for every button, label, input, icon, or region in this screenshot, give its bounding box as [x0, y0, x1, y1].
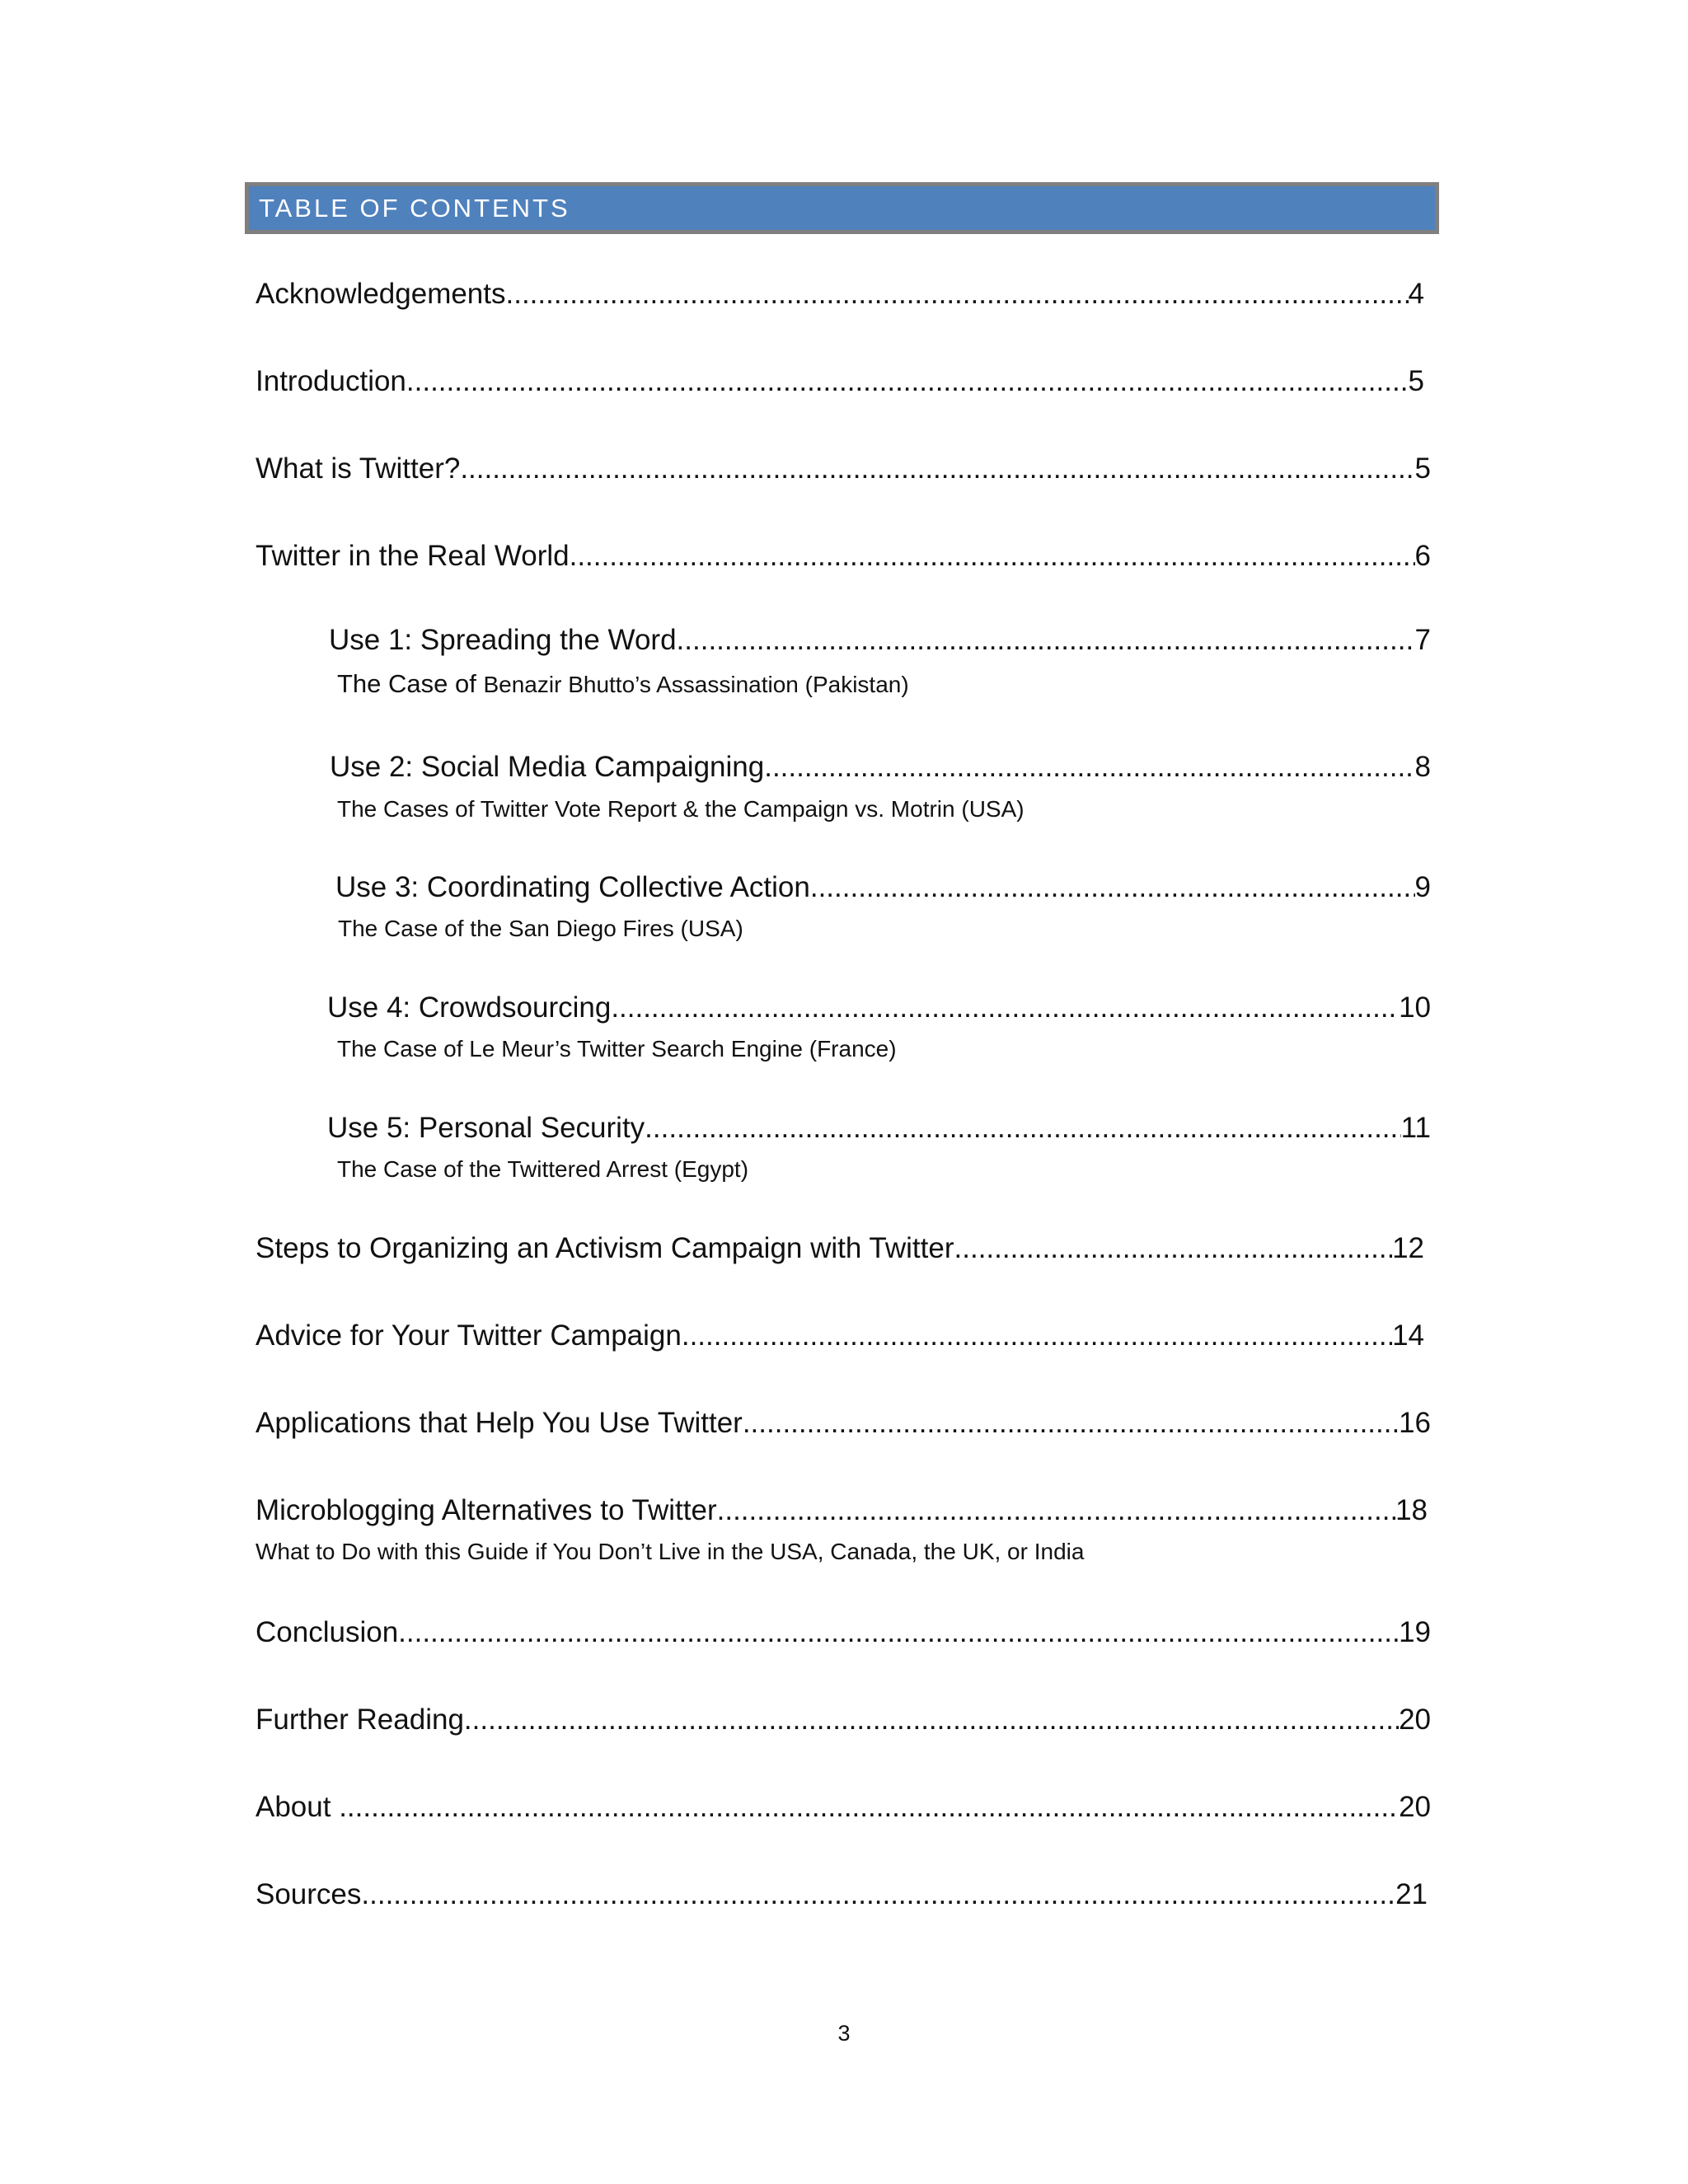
toc-entry-page: 16	[1399, 1407, 1431, 1439]
toc-entry-label: Use 2: Social Media Campaigning	[330, 751, 765, 783]
page-number: 3	[837, 2021, 851, 2046]
dot-leader	[464, 1703, 1399, 1737]
toc-entry-label: Use 4: Crowdsourcing	[327, 991, 612, 1024]
toc-entry-microblogging[interactable]	[256, 1493, 1428, 1528]
toc-case-use5: The Case of the Twittered Arrest (Egypt)	[337, 1156, 749, 1182]
toc-case-use4: The Case of Le Meur’s Twitter Search Engine (France)	[337, 1036, 897, 1062]
toc-entry-conclusion[interactable]	[256, 1615, 1431, 1650]
toc-entry-about[interactable]	[256, 1790, 1431, 1825]
toc-entry-page: 20	[1399, 1791, 1431, 1823]
toc-entry-steps[interactable]	[256, 1231, 1424, 1266]
toc-case-use1	[337, 668, 909, 699]
toc-entry-label: About	[256, 1791, 340, 1823]
dot-leader	[645, 1111, 1400, 1146]
toc-entry-page: 19	[1399, 1616, 1431, 1648]
toc-entry-page: 9	[1414, 871, 1431, 903]
toc-entry-page: 18	[1395, 1494, 1428, 1526]
toc-entry-label: Sources	[256, 1878, 362, 1910]
dot-leader	[361, 1877, 1395, 1912]
toc-entry-label: Use 5: Personal Security	[327, 1112, 645, 1144]
toc-entry-label: Twitter in the Real World	[256, 540, 570, 572]
toc-entry-label: Advice for Your Twitter Campaign	[256, 1319, 682, 1352]
dot-leader	[677, 623, 1415, 658]
dot-leader	[717, 1493, 1395, 1528]
toc-entry-page: 8	[1414, 751, 1431, 783]
toc-entry-acknowledgements[interactable]	[256, 277, 1424, 312]
toc-entry-page: 20	[1399, 1704, 1431, 1736]
toc-sub-microblogging: What to Do with this Guide if You Don’t Live in the USA, Canada, the UK, or India	[256, 1539, 1085, 1564]
toc-entry-label: Microblogging Alternatives to Twitter	[256, 1494, 717, 1526]
case-prefix: The Case of	[337, 669, 484, 698]
toc-entry-page: 11	[1400, 1112, 1431, 1144]
toc-entry-use1[interactable]	[329, 623, 1431, 658]
toc-entry-label: Introduction	[256, 365, 406, 397]
toc-entry-page: 12	[1392, 1232, 1424, 1264]
toc-entry-label: Acknowledgements	[256, 278, 506, 310]
toc-entry-page: 5	[1408, 365, 1424, 397]
toc-title: TABLE OF CONTENTS	[259, 194, 570, 223]
toc-entry-use4[interactable]	[327, 991, 1431, 1025]
toc-entry-further-reading[interactable]	[256, 1703, 1431, 1737]
toc-entry-label: Further Reading	[256, 1704, 464, 1736]
case-rest: Benazir Bhutto’s Assassination (Pakistan)	[483, 672, 909, 697]
dot-leader	[764, 750, 1414, 785]
dot-leader	[954, 1231, 1393, 1266]
dot-leader	[460, 452, 1414, 486]
dot-leader	[406, 364, 1409, 399]
toc-entry-applications[interactable]	[256, 1406, 1431, 1441]
dot-leader	[570, 539, 1415, 574]
toc-entry-label: What is Twitter?	[256, 452, 461, 485]
dot-leader	[810, 870, 1415, 905]
toc-entry-real-world[interactable]	[256, 539, 1431, 574]
toc-entry-use5[interactable]	[327, 1111, 1431, 1146]
toc-entry-label: Applications that Help You Use Twitter	[256, 1407, 743, 1439]
dot-leader	[743, 1406, 1399, 1441]
toc-entry-use3[interactable]	[335, 870, 1431, 905]
dot-leader	[506, 277, 1409, 312]
toc-entry-page: 7	[1414, 624, 1431, 656]
toc-entry-label: Steps to Organizing an Activism Campaign with Twitter	[256, 1232, 954, 1264]
toc-case-use2: The Cases of Twitter Vote Report & the Campaign vs. Motrin (USA)	[337, 796, 1025, 822]
toc-entry-page: 4	[1408, 278, 1424, 310]
toc-entry-advice[interactable]	[256, 1319, 1424, 1353]
toc-entry-sources[interactable]	[256, 1877, 1428, 1912]
toc-entry-use2[interactable]	[330, 750, 1431, 785]
dot-leader	[398, 1615, 1399, 1650]
dot-leader	[339, 1790, 1399, 1825]
toc-case-use3: The Case of the San Diego Fires (USA)	[338, 916, 743, 941]
dot-leader	[611, 991, 1399, 1025]
toc-entry-page: 21	[1395, 1878, 1428, 1910]
toc-entry-label: Conclusion	[256, 1616, 399, 1648]
toc-entry-introduction[interactable]	[256, 364, 1424, 399]
toc-entry-page: 10	[1399, 991, 1431, 1024]
toc-entry-what-is-twitter[interactable]	[256, 452, 1431, 486]
toc-entry-page: 14	[1392, 1319, 1424, 1352]
toc-header	[245, 182, 1439, 234]
toc-entry-page: 5	[1414, 452, 1431, 485]
dot-leader	[682, 1319, 1392, 1353]
toc-entry-page: 6	[1414, 540, 1431, 572]
toc-entry-label: Use 1: Spreading the Word	[329, 624, 677, 656]
toc-entry-label: Use 3: Coordinating Collective Action	[335, 871, 810, 903]
